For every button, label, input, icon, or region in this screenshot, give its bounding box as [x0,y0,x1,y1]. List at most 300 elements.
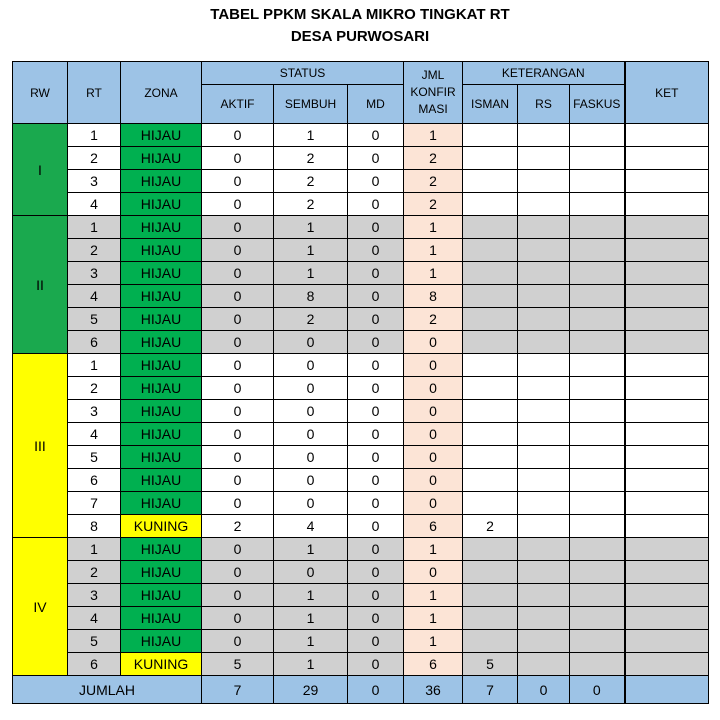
table-row [13,239,709,262]
cell-sembuh: 0 [274,331,348,354]
cell-rt: 4 [68,285,121,308]
cell-faskus [570,331,625,354]
cell-isman [463,584,518,607]
cell-rs [518,492,570,515]
cell-rs [518,423,570,446]
cell-aktif: 0 [202,193,274,216]
cell-sembuh: 2 [274,308,348,331]
ppkm-table [12,61,709,704]
cell-zona: KUNING [121,515,202,538]
cell-rs [518,515,570,538]
cell-isman [463,538,518,561]
total-rs: 0 [518,676,570,704]
cell-aktif: 0 [202,170,274,193]
cell-aktif: 0 [202,423,274,446]
header-keterangan: KETERANGAN [463,62,625,85]
cell-aktif: 0 [202,308,274,331]
cell-sembuh: 1 [274,607,348,630]
table-row [13,377,709,400]
cell-aktif: 0 [202,492,274,515]
cell-md: 0 [348,147,404,170]
cell-rs [518,469,570,492]
cell-rt: 4 [68,193,121,216]
cell-faskus [570,423,625,446]
cell-faskus [570,492,625,515]
cell-jml-konfirmasi: 0 [404,561,463,584]
cell-zona: HIJAU [121,124,202,147]
cell-sembuh: 1 [274,584,348,607]
table-row [13,193,709,216]
cell-ket [625,423,709,446]
cell-ket [625,193,709,216]
table-row [13,216,709,239]
table-row [13,285,709,308]
table-row [13,262,709,285]
header-jml-line3: MASI [418,102,448,116]
cell-md: 0 [348,469,404,492]
cell-rs [518,400,570,423]
cell-aktif: 0 [202,262,274,285]
cell-isman [463,630,518,653]
cell-jml-konfirmasi: 1 [404,124,463,147]
cell-ket [625,538,709,561]
cell-isman [463,262,518,285]
cell-rs [518,446,570,469]
table-row [13,400,709,423]
cell-rs [518,630,570,653]
cell-rs [518,147,570,170]
total-sembuh: 29 [274,676,348,704]
header-rs: RS [518,85,570,124]
cell-ket [625,607,709,630]
cell-rt: 2 [68,377,121,400]
cell-isman [463,377,518,400]
cell-jml-konfirmasi: 2 [404,147,463,170]
cell-isman [463,193,518,216]
table-row [13,308,709,331]
cell-md: 0 [348,607,404,630]
cell-rt: 1 [68,354,121,377]
cell-aktif: 0 [202,446,274,469]
cell-jml-konfirmasi: 2 [404,308,463,331]
document-title [0,0,720,48]
cell-rt: 4 [68,423,121,446]
cell-rs [518,331,570,354]
table-row [13,147,709,170]
cell-jml-konfirmasi: 0 [404,331,463,354]
cell-aktif: 0 [202,239,274,262]
cell-isman [463,285,518,308]
cell-rt: 8 [68,515,121,538]
cell-rs [518,354,570,377]
cell-zona: HIJAU [121,216,202,239]
cell-isman [463,216,518,239]
table-row [13,492,709,515]
cell-sembuh: 2 [274,193,348,216]
cell-faskus [570,147,625,170]
cell-md: 0 [348,124,404,147]
table-row [13,653,709,676]
cell-zona: HIJAU [121,285,202,308]
cell-sembuh: 2 [274,147,348,170]
cell-sembuh: 1 [274,124,348,147]
cell-rt: 1 [68,124,121,147]
cell-ket [625,147,709,170]
cell-rw: II [13,216,68,354]
cell-jml-konfirmasi: 0 [404,469,463,492]
cell-rt: 2 [68,147,121,170]
cell-aktif: 0 [202,377,274,400]
cell-rs [518,653,570,676]
cell-aktif: 0 [202,469,274,492]
cell-aktif: 0 [202,331,274,354]
cell-md: 0 [348,331,404,354]
cell-rt: 3 [68,400,121,423]
cell-sembuh: 4 [274,515,348,538]
cell-rs [518,239,570,262]
total-aktif: 7 [202,676,274,704]
cell-md: 0 [348,653,404,676]
cell-aktif: 0 [202,285,274,308]
header-jml-line2: KONFIR [410,85,456,99]
cell-zona: HIJAU [121,423,202,446]
table-row [13,630,709,653]
cell-ket [625,630,709,653]
cell-rt: 3 [68,584,121,607]
cell-zona: HIJAU [121,538,202,561]
cell-sembuh: 0 [274,446,348,469]
total-faskus: 0 [570,676,625,704]
table-row [13,607,709,630]
table-row [13,561,709,584]
cell-jml-konfirmasi: 1 [404,630,463,653]
cell-jml-konfirmasi: 1 [404,239,463,262]
cell-md: 0 [348,423,404,446]
cell-zona: HIJAU [121,446,202,469]
cell-md: 0 [348,561,404,584]
cell-rt: 3 [68,262,121,285]
cell-rt: 3 [68,170,121,193]
table-row [13,423,709,446]
cell-ket [625,262,709,285]
cell-sembuh: 1 [274,239,348,262]
cell-zona: HIJAU [121,308,202,331]
cell-isman [463,607,518,630]
cell-rw: III [13,354,68,538]
cell-jml-konfirmasi: 0 [404,423,463,446]
cell-isman [463,308,518,331]
cell-rs [518,561,570,584]
header-jml-line1: JML [421,68,445,82]
cell-ket [625,377,709,400]
cell-isman [463,170,518,193]
cell-rs [518,262,570,285]
cell-faskus [570,515,625,538]
cell-rs [518,538,570,561]
cell-ket [625,584,709,607]
cell-md: 0 [348,400,404,423]
cell-aktif: 0 [202,561,274,584]
cell-faskus [570,469,625,492]
cell-jml-konfirmasi: 1 [404,262,463,285]
cell-ket [625,400,709,423]
cell-ket [625,170,709,193]
cell-faskus [570,170,625,193]
cell-zona: HIJAU [121,400,202,423]
cell-sembuh: 1 [274,538,348,561]
cell-isman [463,492,518,515]
cell-rs [518,308,570,331]
cell-isman [463,446,518,469]
cell-jml-konfirmasi: 1 [404,607,463,630]
header-sembuh: SEMBUH [274,85,348,124]
cell-rt: 6 [68,331,121,354]
cell-faskus [570,538,625,561]
cell-jml-konfirmasi: 0 [404,446,463,469]
cell-aktif: 5 [202,653,274,676]
cell-faskus [570,239,625,262]
cell-md: 0 [348,170,404,193]
cell-zona: HIJAU [121,492,202,515]
cell-faskus [570,354,625,377]
cell-aktif: 0 [202,354,274,377]
cell-ket [625,446,709,469]
cell-sembuh: 0 [274,492,348,515]
cell-ket [625,354,709,377]
cell-faskus [570,584,625,607]
cell-sembuh: 0 [274,561,348,584]
cell-sembuh: 0 [274,400,348,423]
header-zona: ZONA [121,62,202,124]
cell-isman: 5 [463,653,518,676]
cell-isman [463,354,518,377]
cell-rt: 6 [68,469,121,492]
cell-zona: HIJAU [121,147,202,170]
cell-rt: 1 [68,216,121,239]
cell-rt: 5 [68,630,121,653]
cell-ket [625,515,709,538]
cell-isman [463,239,518,262]
cell-isman [463,400,518,423]
cell-aktif: 0 [202,630,274,653]
cell-jml-konfirmasi: 8 [404,285,463,308]
cell-rs [518,584,570,607]
cell-zona: HIJAU [121,239,202,262]
cell-jml-konfirmasi: 0 [404,400,463,423]
cell-ket [625,308,709,331]
cell-rt: 6 [68,653,121,676]
cell-md: 0 [348,193,404,216]
cell-rs [518,170,570,193]
cell-faskus [570,377,625,400]
cell-faskus [570,216,625,239]
cell-zona: HIJAU [121,584,202,607]
cell-sembuh: 1 [274,653,348,676]
cell-md: 0 [348,515,404,538]
cell-jml-konfirmasi: 1 [404,216,463,239]
cell-zona: HIJAU [121,469,202,492]
header-status: STATUS [202,62,404,85]
header-rt: RT [68,62,121,124]
cell-jml-konfirmasi: 1 [404,584,463,607]
cell-rt: 1 [68,538,121,561]
cell-isman [463,331,518,354]
header-ket: KET [625,62,709,124]
cell-sembuh: 1 [274,216,348,239]
cell-md: 0 [348,239,404,262]
cell-zona: HIJAU [121,630,202,653]
cell-sembuh: 0 [274,377,348,400]
cell-rt: 7 [68,492,121,515]
cell-faskus [570,653,625,676]
cell-sembuh: 0 [274,423,348,446]
cell-jml-konfirmasi: 0 [404,377,463,400]
cell-isman [463,561,518,584]
cell-jml-konfirmasi: 0 [404,354,463,377]
cell-sembuh: 0 [274,469,348,492]
cell-jml-konfirmasi: 2 [404,170,463,193]
cell-zona: HIJAU [121,262,202,285]
cell-rw: IV [13,538,68,676]
total-label: JUMLAH [13,676,202,704]
cell-faskus [570,561,625,584]
cell-jml-konfirmasi: 6 [404,515,463,538]
cell-isman [463,469,518,492]
cell-ket [625,469,709,492]
table-body [13,124,709,676]
cell-faskus [570,308,625,331]
total-ket [625,676,709,704]
cell-faskus [570,446,625,469]
cell-rs [518,124,570,147]
cell-faskus [570,124,625,147]
cell-zona: HIJAU [121,170,202,193]
total-row [13,676,709,704]
cell-md: 0 [348,538,404,561]
cell-zona: HIJAU [121,193,202,216]
cell-sembuh: 1 [274,630,348,653]
cell-zona: HIJAU [121,354,202,377]
cell-sembuh: 0 [274,354,348,377]
cell-md: 0 [348,584,404,607]
cell-rt: 5 [68,446,121,469]
cell-faskus [570,607,625,630]
cell-md: 0 [348,446,404,469]
table-row [13,354,709,377]
cell-zona: HIJAU [121,377,202,400]
table-row [13,469,709,492]
cell-aktif: 0 [202,607,274,630]
cell-aktif: 0 [202,400,274,423]
header-rw: RW [13,62,68,124]
cell-ket [625,216,709,239]
cell-jml-konfirmasi: 1 [404,538,463,561]
cell-faskus [570,285,625,308]
cell-md: 0 [348,285,404,308]
cell-md: 0 [348,492,404,515]
cell-rt: 2 [68,239,121,262]
table-header [13,62,709,124]
cell-rs [518,607,570,630]
header-md: MD [348,85,404,124]
cell-ket [625,561,709,584]
header-aktif: AKTIF [202,85,274,124]
cell-ket [625,331,709,354]
cell-md: 0 [348,377,404,400]
cell-zona: KUNING [121,653,202,676]
cell-rs [518,216,570,239]
header-jml-konfirmasi [404,62,463,124]
cell-isman [463,147,518,170]
cell-zona: HIJAU [121,607,202,630]
cell-sembuh: 8 [274,285,348,308]
cell-ket [625,653,709,676]
cell-isman: 2 [463,515,518,538]
cell-sembuh: 2 [274,170,348,193]
cell-aktif: 0 [202,147,274,170]
table-row [13,446,709,469]
cell-ket [625,239,709,262]
cell-aktif: 0 [202,124,274,147]
cell-md: 0 [348,308,404,331]
cell-faskus [570,193,625,216]
table-row [13,124,709,147]
cell-rt: 5 [68,308,121,331]
cell-ket [625,124,709,147]
cell-aktif: 0 [202,538,274,561]
cell-ket [625,285,709,308]
cell-md: 0 [348,354,404,377]
cell-md: 0 [348,262,404,285]
table-row [13,515,709,538]
cell-ket [625,492,709,515]
title-line-2: DESA PURWOSARI [290,28,430,45]
cell-md: 0 [348,216,404,239]
header-faskus: FASKUS [570,85,625,124]
cell-faskus [570,400,625,423]
title-line-1: TABEL PPKM SKALA MIKRO TINGKAT RT [210,6,510,23]
cell-rs [518,193,570,216]
total-isman: 7 [463,676,518,704]
cell-sembuh: 1 [274,262,348,285]
total-md: 0 [348,676,404,704]
table-row [13,584,709,607]
header-isman: ISMAN [463,85,518,124]
cell-aktif: 2 [202,515,274,538]
cell-rt: 2 [68,561,121,584]
cell-rs [518,377,570,400]
cell-isman [463,124,518,147]
cell-faskus [570,630,625,653]
cell-zona: HIJAU [121,561,202,584]
cell-jml-konfirmasi: 2 [404,193,463,216]
cell-md: 0 [348,630,404,653]
cell-rs [518,285,570,308]
cell-rt: 4 [68,607,121,630]
cell-aktif: 0 [202,584,274,607]
table-row [13,331,709,354]
cell-jml-konfirmasi: 6 [404,653,463,676]
total-jml: 36 [404,676,463,704]
cell-jml-konfirmasi: 0 [404,492,463,515]
table-row [13,538,709,561]
cell-rw: I [13,124,68,216]
cell-aktif: 0 [202,216,274,239]
cell-isman [463,423,518,446]
table-row [13,170,709,193]
cell-faskus [570,262,625,285]
cell-zona: HIJAU [121,331,202,354]
